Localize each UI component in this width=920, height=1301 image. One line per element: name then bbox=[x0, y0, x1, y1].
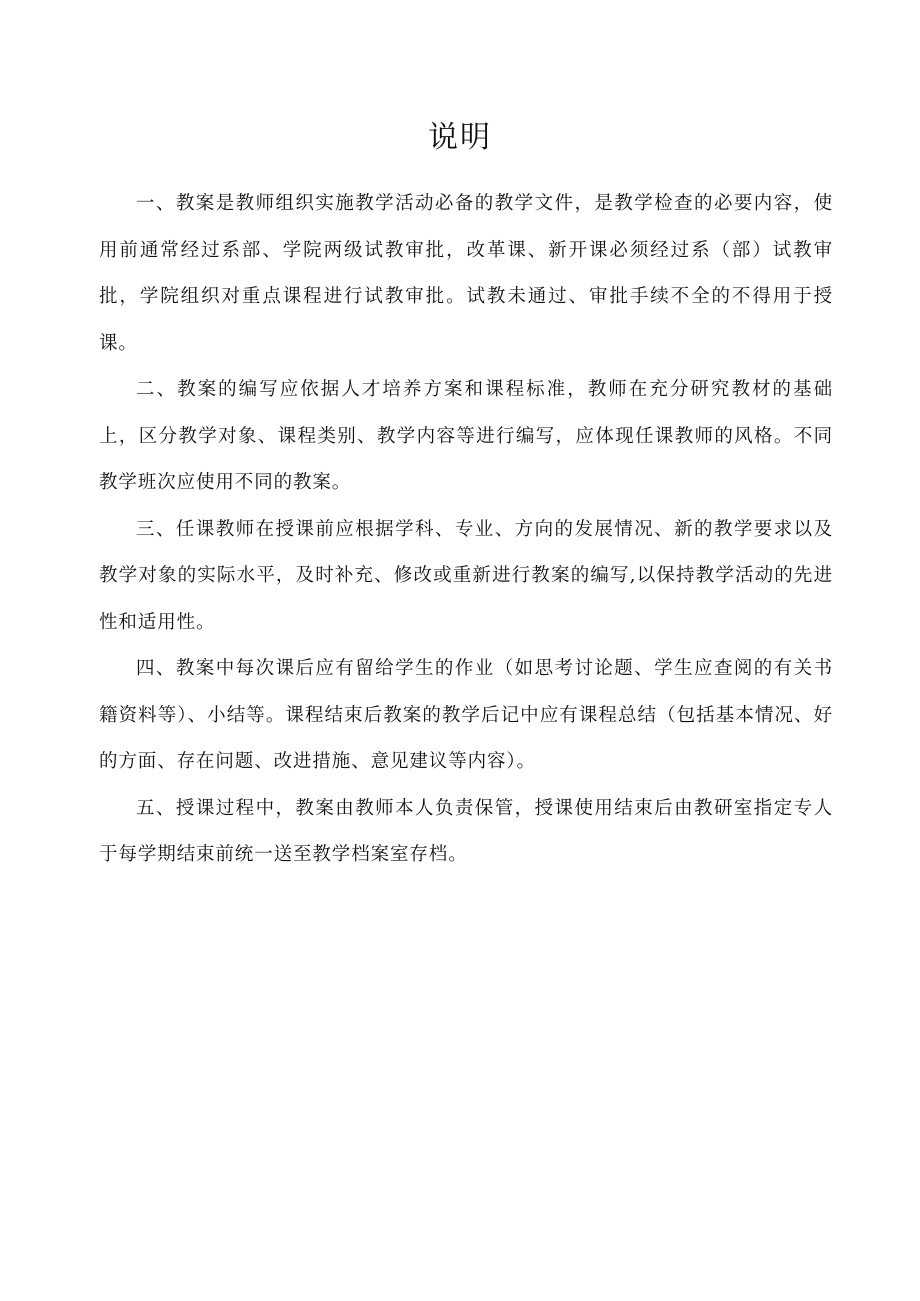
paragraph-5: 五、授课过程中，教案由教师本人负责保管，授课使用结束后由教研室指定专人于每学期结束前统一送至教学档案室存档。 bbox=[99, 797, 833, 865]
paragraph-4: 四、教案中每次课后应有留给学生的作业（如思考讨论题、学生应查阅的有关书籍资料等）、小结等。课程结束后教案的教学后记中应有课程总结（包括基本情况、好的方面、存在问题、改进措施、意见建议等内容）。 bbox=[99, 658, 833, 772]
paragraph-1: 一、教案是教师组织实施教学活动必备的教学文件，是教学检查的必要内容，使用前通常经过系部、学院两级试教审批，改革课、新开课必须经过系（部）试教审批，学院组织对重点课程进行试教审批。试教未通过、审批手续不全的不得用于授课。 bbox=[99, 193, 833, 354]
page-title: 说明 bbox=[428, 120, 492, 155]
document-body bbox=[99, 181, 833, 879]
paragraph-3: 三、任课教师在授课前应根据学科、专业、方向的发展情况、新的教学要求以及教学对象的实际水平，及时补充、修改或重新进行教案的编写,以保持教学活动的先进性和适用性。 bbox=[99, 518, 833, 633]
paragraph-2: 二、教案的编写应依据人才培养方案和课程标准，教师在充分研究教材的基础上，区分教学对象、课程类别、教学内容等进行编写，应体现任课教师的风格。不同教学班次应使用不同的教案。 bbox=[99, 379, 833, 493]
